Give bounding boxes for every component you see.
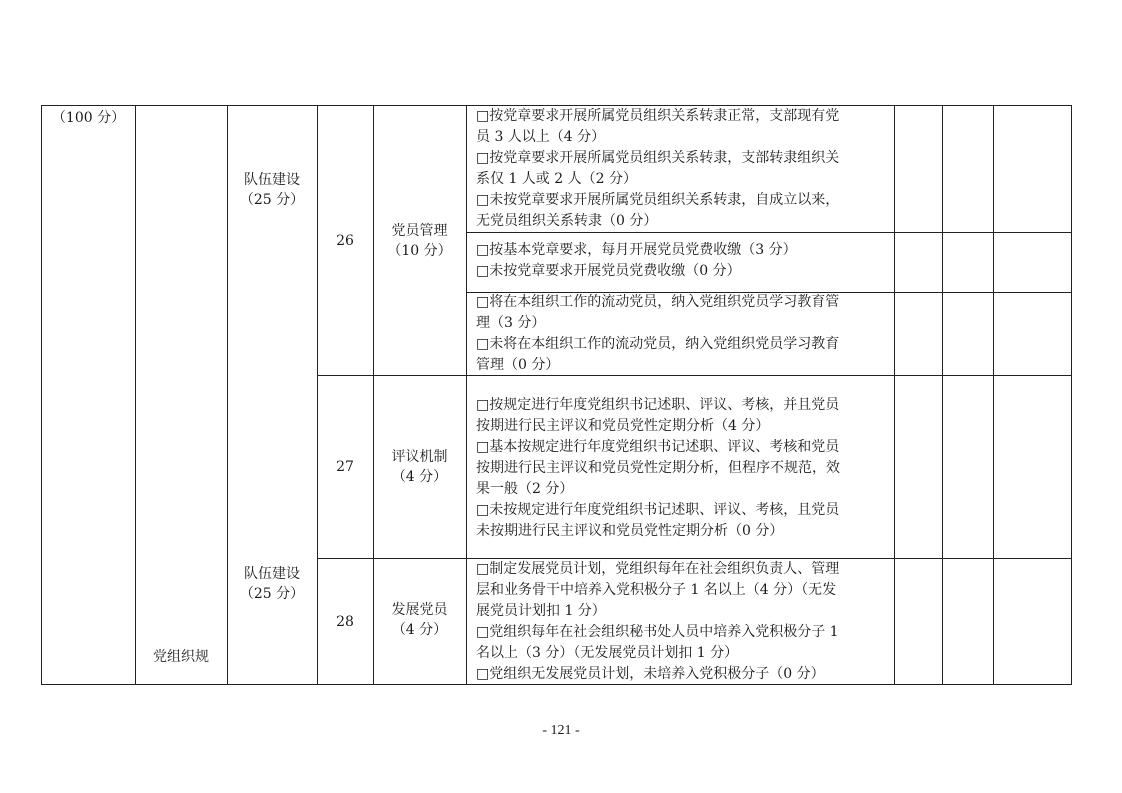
criteria-line: □制定发展党员计划，党组织每年在社会组织负责人、管理	[476, 561, 840, 577]
criteria-line: 员 3 人以上（4 分）	[476, 129, 606, 145]
criteria-line: 系仅 1 人或 2 人（2 分）	[476, 171, 637, 187]
criteria-line: 未按期进行民主评议和党员党性定期分析（0 分）	[476, 523, 784, 539]
item-score: （10 分）	[387, 243, 452, 259]
criteria-line: 展党员计划扣 1 分）	[476, 603, 606, 619]
section-heading-bottom	[227, 564, 317, 604]
item-name: 党员管理	[391, 223, 448, 239]
item-score: （4 分）	[391, 469, 448, 485]
column-divider	[135, 106, 136, 684]
criteria-line: 管理（0 分）	[476, 357, 560, 373]
criteria-line: □按规定进行年度党组织书记述职、评议、考核，并且党员	[476, 397, 840, 413]
section-heading-line: 队伍建设	[244, 566, 300, 582]
page-number: - 121 -	[542, 723, 580, 738]
criteria-line: 果一般（2 分）	[476, 481, 574, 497]
criteria-line: □按基本党章要求，每月开展党员党费收缴（3 分）	[476, 242, 797, 258]
criteria-line: 名以上（3 分）（无发展党员计划扣 1 分）	[476, 645, 739, 661]
criteria-line: □按党章要求开展所属党员组织关系转隶，支部转隶组织关	[476, 150, 840, 166]
criteria-line: □基本按规定进行年度党组织书记述职、评议、考核和党员	[476, 439, 840, 455]
scoring-table	[41, 105, 1072, 685]
row-number: 28	[336, 614, 354, 630]
criteria-line: □党组织每年在社会组织秘书处人员中培养入党积极分子 1	[476, 624, 839, 640]
criteria-block	[476, 240, 797, 282]
criteria-block	[476, 106, 839, 232]
criteria-line: □未按党章要求开展党员党费收缴（0 分）	[476, 263, 741, 279]
item-label	[373, 221, 466, 261]
criteria-block	[476, 395, 840, 542]
category-label: 党组织规	[153, 649, 209, 665]
item-name: 发展党员	[391, 602, 448, 618]
item-label	[373, 600, 466, 640]
criteria-line: 按期进行民主评议和党员党性定期分析，但程序不规范，效	[476, 460, 840, 476]
criteria-line: 理（3 分）	[476, 315, 546, 331]
column-divider	[894, 106, 895, 684]
column-divider	[373, 106, 374, 684]
criteria-line: 无党员组织关系转隶（0 分）	[476, 213, 658, 229]
row-number: 27	[336, 459, 354, 475]
criteria-line: □未将在本组织工作的流动党员，纳入党组织党员学习教育	[476, 336, 840, 352]
section-heading-score: （25 分）	[239, 192, 305, 208]
criteria-block	[476, 292, 839, 376]
column-divider	[942, 106, 943, 684]
section-heading-score: （25 分）	[239, 586, 305, 602]
criteria-block	[476, 559, 839, 685]
column-divider	[317, 106, 318, 684]
section-heading-line: 队伍建设	[244, 172, 300, 188]
row-divider	[466, 232, 1071, 233]
total-score: （100 分）	[51, 110, 126, 126]
item-name: 评议机制	[391, 449, 448, 465]
criteria-line: □未按规定进行年度党组织书记述职、评议、考核，且党员	[476, 502, 840, 518]
row-number: 26	[336, 233, 354, 249]
section-heading-top	[227, 170, 317, 210]
criteria-line: □将在本组织工作的流动党员，纳入党组织党员学习教育管	[476, 294, 840, 310]
criteria-line: 层和业务骨干中培养入党积极分子 1 名以上（4 分）（无发	[476, 582, 837, 598]
criteria-line: 按期进行民主评议和党员党性定期分析（4 分）	[476, 418, 770, 434]
criteria-line: □党组织无发展党员计划，未培养入党积极分子（0 分）	[476, 666, 825, 682]
item-label	[373, 447, 466, 487]
column-divider	[993, 106, 994, 684]
criteria-line: □按党章要求开展所属党员组织关系转隶正常，支部现有党	[476, 108, 840, 124]
column-divider	[466, 106, 467, 684]
criteria-line: □未按党章要求开展所属党员组织关系转隶，自成立以来，	[476, 192, 840, 208]
item-score: （4 分）	[391, 622, 448, 638]
